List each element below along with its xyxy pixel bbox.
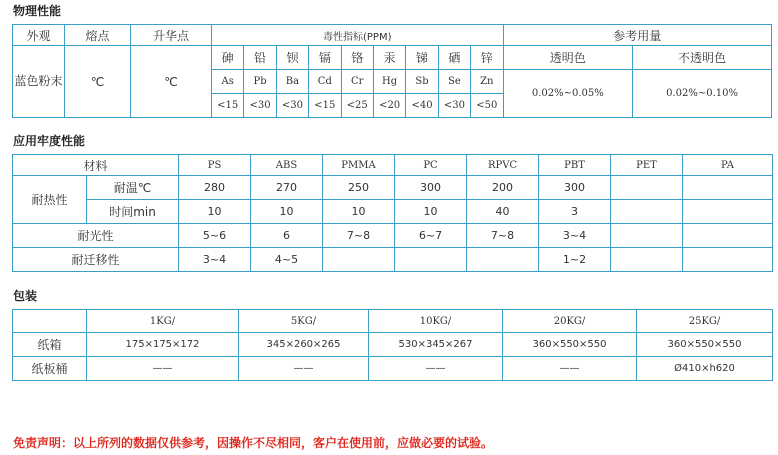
light-value: 7~8 [323,224,395,248]
material-name: PET [611,155,683,176]
usage-transparent-header: 透明色 [503,46,633,70]
time-value [611,200,683,224]
drum-label: 纸板桶 [13,357,87,381]
carton-dimension: 360×550×550 [637,333,773,357]
migration-value [611,248,683,272]
material-name: PC [395,155,467,176]
temperature-value: 200 [467,176,539,200]
packaging-corner [13,310,87,333]
carton-dimension: 175×175×172 [87,333,239,357]
migration-value: 1~2 [539,248,611,272]
temperature-value: 250 [323,176,395,200]
header-toxicity: 毒性指标(PPM) [211,25,503,46]
element-limit: <50 [471,94,503,118]
element-limit: <20 [373,94,405,118]
light-fastness-label: 耐光性 [13,224,179,248]
drum-dimension: Ø410×h620 [637,357,773,381]
temperature-value [683,176,773,200]
material-name: PA [683,155,773,176]
usage-opaque-value: 0.02%~0.10% [633,70,772,118]
sublimation-value: ℃ [130,46,211,118]
element-symbol: Hg [373,70,405,94]
carton-label: 纸箱 [13,333,87,357]
migration-value [683,248,773,272]
heat-resistance-label: 耐热性 [13,176,87,224]
material-name: PBT [539,155,611,176]
element-limit: <15 [211,94,243,118]
element-name: 铅 [244,46,276,70]
carton-dimension: 530×345×267 [369,333,503,357]
usage-transparent-value: 0.02%~0.05% [503,70,633,118]
element-symbol: Pb [244,70,276,94]
carton-dimension: 360×550×550 [503,333,637,357]
package-weight: 10KG/ [369,310,503,333]
time-value [683,200,773,224]
header-appearance: 外观 [13,25,65,46]
fastness-table [12,154,773,272]
temperature-value [611,176,683,200]
element-symbol: Zn [471,70,503,94]
drum-dimension: —— [503,357,637,381]
element-symbol: As [211,70,243,94]
material-name: ABS [251,155,323,176]
element-limit: <30 [276,94,308,118]
header-sublimation-point: 升华点 [130,25,211,46]
element-name: 锑 [406,46,438,70]
light-value: 5~6 [179,224,251,248]
element-limit: <15 [309,94,341,118]
element-name: 汞 [373,46,405,70]
element-limit: <40 [406,94,438,118]
time-value: 10 [251,200,323,224]
appearance-value: 蓝色粉末 [13,46,65,118]
element-name: 钡 [276,46,308,70]
migration-value [323,248,395,272]
carton-dimension: 345×260×265 [239,333,369,357]
package-weight: 5KG/ [239,310,369,333]
time-value: 10 [395,200,467,224]
material-name: PS [179,155,251,176]
packaging-title: 包装 [13,289,38,303]
migration-resistance-label: 耐迁移性 [13,248,179,272]
element-name: 镉 [309,46,341,70]
material-label: 材料 [13,155,179,176]
migration-value [467,248,539,272]
temperature-value: 300 [395,176,467,200]
element-symbol: Cd [309,70,341,94]
drum-dimension: —— [87,357,239,381]
element-name: 硒 [438,46,470,70]
migration-value [395,248,467,272]
light-value: 7~8 [467,224,539,248]
element-symbol: Cr [341,70,373,94]
drum-dimension: —— [239,357,369,381]
temperature-value: 270 [251,176,323,200]
header-usage: 参考用量 [503,25,771,46]
melting-value: ℃ [65,46,131,118]
header-melting-point: 熔点 [65,25,131,46]
element-limit: <30 [438,94,470,118]
element-symbol: Sb [406,70,438,94]
time-value: 40 [467,200,539,224]
disclaimer-text: 免责声明：以上所列的数据仅供参考，因操作不尽相同，客户在使用前，应做必要的试验。 [13,436,494,450]
temperature-value: 300 [539,176,611,200]
element-symbol: Se [438,70,470,94]
time-value: 10 [179,200,251,224]
physical-properties-table [12,24,772,118]
time-label: 时间min [87,200,179,224]
element-symbol: Ba [276,70,308,94]
usage-opaque-header: 不透明色 [633,46,772,70]
temperature-value: 280 [179,176,251,200]
migration-value: 4~5 [251,248,323,272]
material-name: PMMA [323,155,395,176]
element-name: 砷 [211,46,243,70]
package-weight: 1KG/ [87,310,239,333]
light-value: 6~7 [395,224,467,248]
time-value: 10 [323,200,395,224]
package-weight: 20KG/ [503,310,637,333]
material-name: RPVC [467,155,539,176]
element-name: 铬 [341,46,373,70]
light-value [611,224,683,248]
element-limit: <30 [244,94,276,118]
migration-value: 3~4 [179,248,251,272]
drum-dimension: —— [369,357,503,381]
package-weight: 25KG/ [637,310,773,333]
temperature-label: 耐温℃ [87,176,179,200]
light-value: 6 [251,224,323,248]
packaging-table [12,309,773,381]
element-name: 锌 [471,46,503,70]
light-value [683,224,773,248]
element-limit: <25 [341,94,373,118]
physical-properties-title: 物理性能 [13,4,62,18]
time-value: 3 [539,200,611,224]
fastness-properties-title: 应用牢度性能 [13,134,86,148]
light-value: 3~4 [539,224,611,248]
